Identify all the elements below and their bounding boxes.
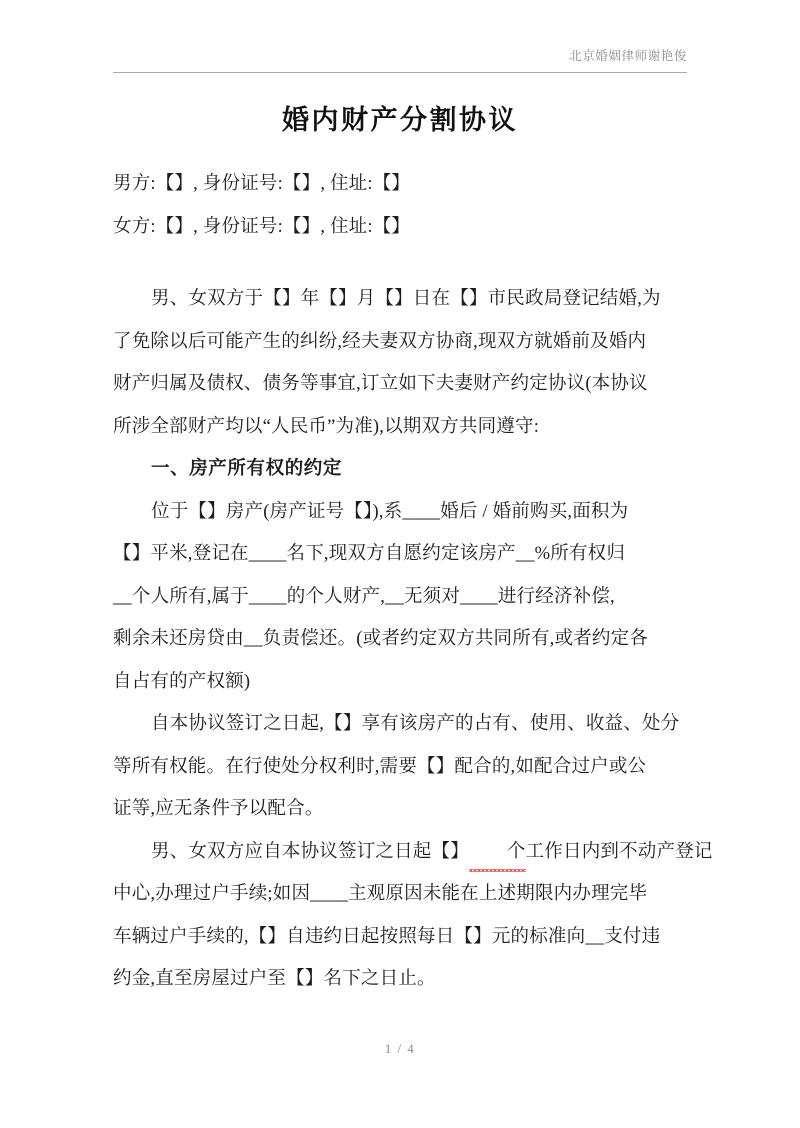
section-one-para1-line-1: 位于【】房产(房产证号【】),系____婚后 / 婚前购买,面积为 [151, 501, 629, 522]
section-one-para2-line-2: 等所有权能。在行使处分权利时,需要【】配合的,如配合过户或公 [113, 756, 647, 777]
header-divider-rule [113, 72, 687, 73]
section-one-para1-line-5: 自占有的产权额) [113, 671, 251, 692]
preamble-line-2: 了免除以后可能产生的纠纷,经夫妻双方协商,现双方就婚前及婚内 [113, 331, 647, 352]
preamble-line-1: 男、女双方于【】年【】月【】日在【】市民政局登记结婚,为 [151, 289, 661, 309]
section-one-para3-line-1 [113, 831, 713, 874]
section-one-para3-line-3: 车辆过户手续的,【】自违约日起按照每日【】元的标准向__支付违 [113, 926, 661, 947]
page-title: 婚内财产分割协议 [282, 105, 518, 135]
section-one-para1-line-4: 剩余未还房贷由__负责偿还。(或者约定双方共同所有,或者约定各 [113, 629, 648, 649]
section-one-para3-line-2: 中心,办理过户手续;如因____主观原因未能在上述期限内办理完毕 [113, 884, 648, 904]
section-one-para1-line-3: __个人所有,属于____的个人财产,__无须对____进行经济补偿, [113, 586, 615, 607]
section-one-para3-line-4: 约金,直至房屋过户至【】名下之日止。 [113, 969, 436, 989]
section-heading-one: 一、房产所有权的约定 [151, 459, 343, 479]
section-one-para1-line-2: 【】平米,登记在____名下,现双方自愿约定该房产__%所有权归 [113, 544, 626, 564]
document-body [113, 163, 713, 1001]
section-one-para3-line-1-suffix: 工作日内到不动产登记 [525, 841, 713, 862]
page-footer [0, 1040, 800, 1058]
party-line-wife: 女方:【】, 身份证号:【】, 住址:【】 [113, 216, 411, 237]
page-number: 1 / 4 [384, 1041, 416, 1056]
preamble-line-3: 财产归属及债权、债务等事宜,订立如下夫妻财产约定协议(本协议 [113, 374, 648, 394]
party-line-husband: 男方:【】, 身份证号:【】, 住址:【】 [113, 174, 411, 194]
preamble-line-4: 所涉全部财产均以“人民币”为准),以期双方共同遵守: [113, 416, 540, 437]
section-one-para3-line-1-prefix: 男、女双方应自本协议签订之日起【】 [151, 841, 469, 862]
running-header [113, 48, 687, 64]
spellcheck-flagged-word: 个 [469, 831, 526, 874]
header-attribution-text: 北京婚姻律师谢艳俊 [569, 49, 687, 63]
section-one-para2-line-1: 自本协议签订之日起,【】享有该房产的占有、使用、收益、处分 [151, 714, 680, 734]
spacer-after-parties [113, 248, 691, 278]
section-one-para2-line-3: 证等,应无条件予以配合。 [113, 799, 324, 819]
